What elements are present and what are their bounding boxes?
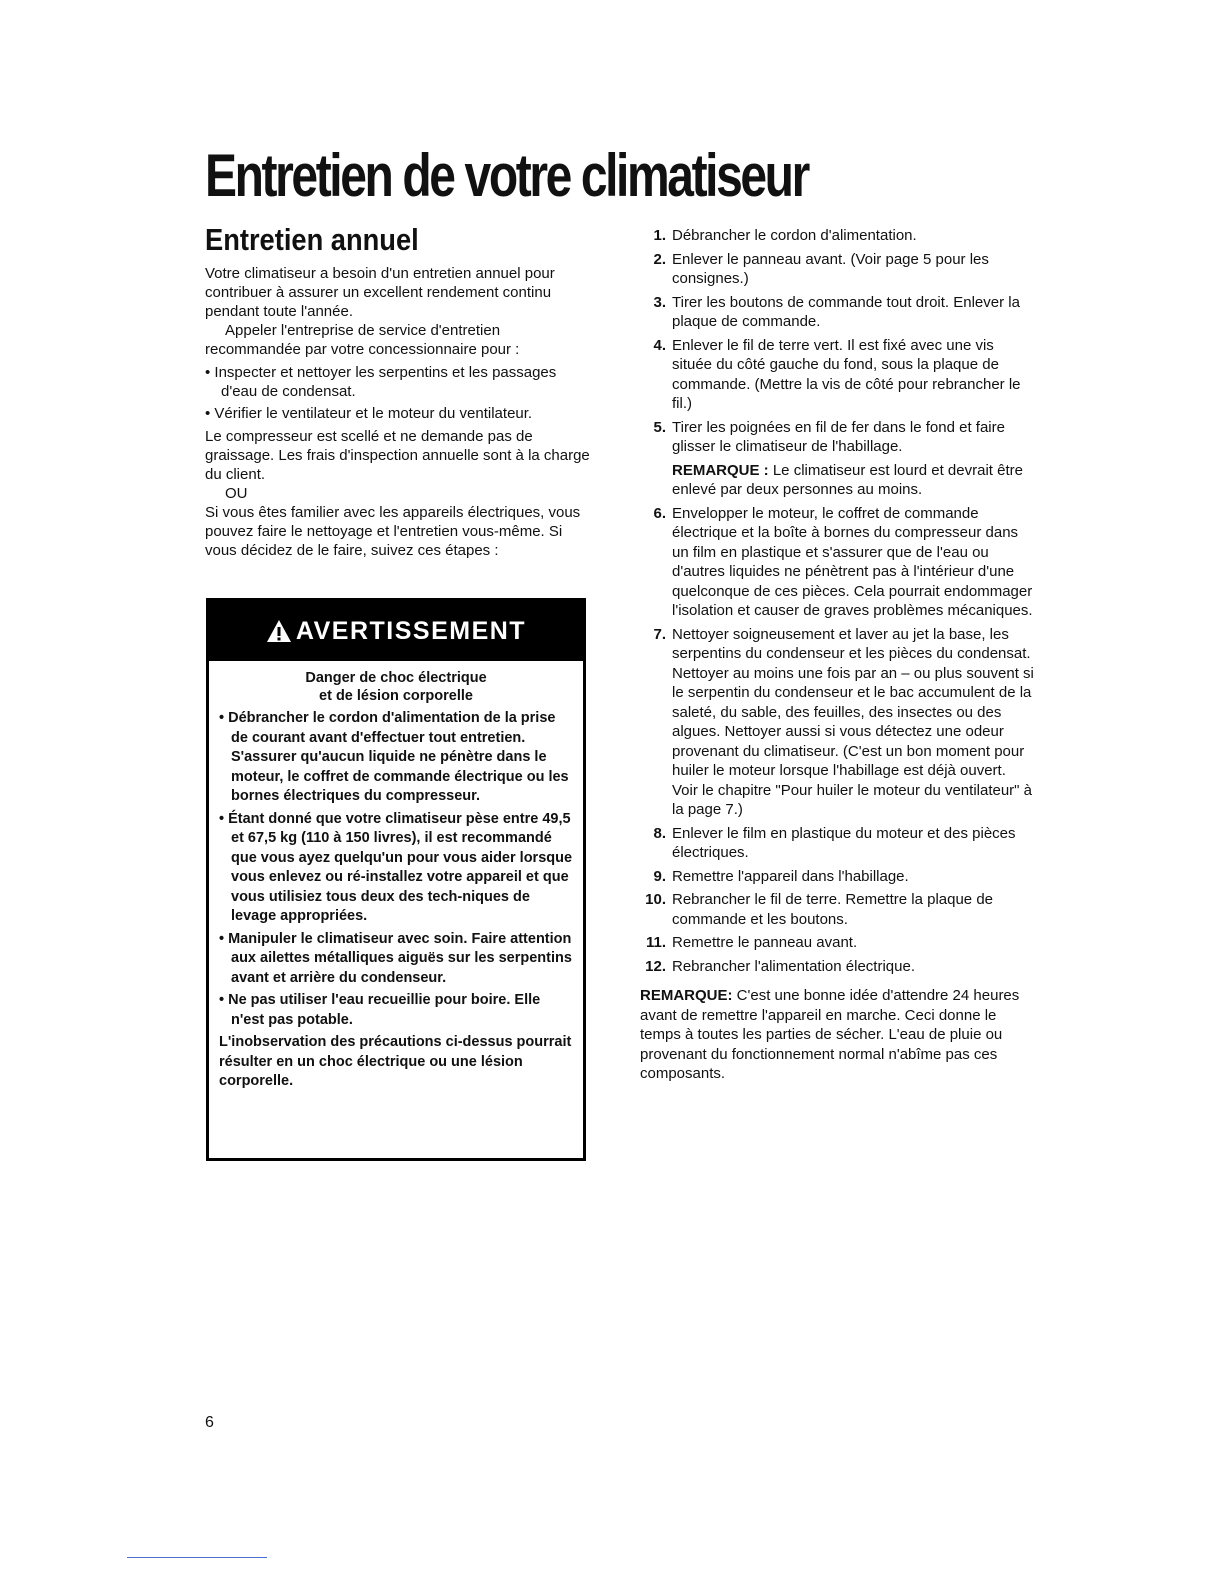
compressor-paragraph: Le compresseur est scellé et ne demande pas de graissage. Les frais d'inspection annuelle sont à la charge du client.: [205, 428, 590, 483]
note-text: C'est une bonne idée d'attendre 24 heures avant de remettre l'appareil en marche. Ceci donne le temps à toutes les parties de sécher. L'eau de pluie ou provenant du fonctionnement normal n'abîme pas ces composants.: [640, 987, 1020, 1082]
step-number: 12.: [645, 957, 666, 975]
steps-list: [640, 226, 1035, 976]
list-item: • Débrancher le cordon d'alimentation de la prise de courant avant d'effectuer tout entretien. S'assurer qu'aucun liquide ne pénètre dans le moteur, le coffret de commande électrique ou les bornes électriques du compresseur.: [219, 710, 569, 804]
step-text: Envelopper le moteur, le coffret de commande électrique et la boîte à bornes du compresseur dans un film en plastique et s'assurer que de l'eau ou d'autres liquides ne pénètrent pas à l'intérieur d'une quelconque de ces pièces. Cela pourrait endommager l'isolation et causer de graves problèmes mécaniques.: [672, 504, 1033, 619]
step-text: Tirer les boutons de commande tout droit. Enlever la plaque de commande.: [672, 293, 1020, 330]
list-item: [640, 890, 1035, 929]
right-column: [640, 226, 1035, 1084]
warning-box: [206, 598, 586, 1161]
step-number: 10.: [645, 891, 666, 908]
step-number: 1.: [653, 227, 666, 244]
warning-heading-line: Danger de choc électrique: [305, 670, 487, 686]
self-service-paragraph: Si vous êtes familier avec les appareils électriques, vous pouvez faire le nettoyage et l'entretien vous-même. Si vous décidez de le faire, suivez ces étapes :: [205, 504, 581, 559]
step-number: 11.: [645, 934, 666, 951]
list-item: • Ne pas utiliser l'eau recueillie pour boire. Elle n'est pas potable.: [219, 992, 541, 1028]
page-number: 6: [205, 1414, 214, 1431]
page-title: Entretien de votre climatiseur: [205, 142, 808, 209]
step-number: 5.: [653, 418, 666, 436]
footer-divider: [127, 1557, 267, 1558]
service-list: [205, 363, 595, 423]
step-number: 6.: [653, 504, 666, 522]
list-item: • Étant donné que votre climatiseur pèse entre 49,5 et 67,5 kg (110 à 150 livres), il est recommandé que vous ayez quelqu'un pour vous aider lorsque vous enlevez ou ré-installez votre appareil et que vous utilisiez tous deux des tech-niques de levage appropriées.: [219, 810, 573, 924]
step-text: Remettre l'appareil dans l'habillage.: [672, 867, 909, 885]
final-note: [640, 986, 1035, 1084]
step-text: Enlever le fil de terre vert. Il est fixé avec une vis située du côté gauche du fond, sous la plaque de commande. (Mettre la vis de côté pour rebrancher le fil.): [672, 336, 1021, 412]
left-column: [205, 222, 595, 560]
note-label: REMARQUE:: [640, 987, 733, 1004]
list-item: [640, 226, 1035, 246]
step-note: [672, 461, 1035, 500]
step-text: Remettre le panneau avant.: [672, 934, 858, 951]
list-item: [640, 957, 1035, 977]
step-number: 8.: [653, 824, 666, 842]
step-number: 2.: [653, 250, 666, 268]
list-item: [640, 867, 1035, 887]
intro-paragraph: Votre climatiseur a besoin d'un entretien annuel pour contribuer à assurer un excellent rendement continu pendant toute l'année.: [205, 265, 555, 320]
step-text: Enlever le panneau avant. (Voir page 5 pour les consignes.): [672, 250, 989, 287]
warning-conclusion: L'inobservation des précautions ci-dessus pourrait résulter en un choc électrique ou une lésion corporelle.: [219, 1034, 572, 1089]
or-separator: OU: [225, 485, 248, 502]
step-number: 3.: [653, 293, 666, 311]
warning-triangle-icon: [266, 619, 292, 643]
step-body: Tirer les poignées en fil de fer dans le fond et faire glisser le climatiseur de l'habillage.: [672, 418, 1005, 455]
step-text: Rebrancher le fil de terre. Remettre la plaque de commande et les boutons.: [672, 891, 994, 928]
list-item: [640, 336, 1035, 414]
section-title: Entretien annuel: [205, 222, 419, 257]
service-paragraph: Appeler l'entreprise de service d'entretien recommandée par votre concessionnaire pour :: [205, 322, 520, 358]
warning-body: [209, 661, 583, 1092]
step-text: [672, 418, 1035, 500]
step-text: Enlever le film en plastique du moteur et des pièces électriques.: [672, 824, 1016, 861]
note-text: Le climatiseur est lourd et devrait être enlevé par deux personnes au moins.: [672, 461, 1023, 498]
step-number: 4.: [653, 336, 666, 354]
list-item: [640, 418, 1035, 500]
list-item: • Vérifier le ventilateur et le moteur du ventilateur.: [205, 405, 533, 422]
list-item: [640, 293, 1035, 332]
warning-heading-line: et de lésion corporelle: [319, 688, 473, 704]
list-item: [640, 933, 1035, 953]
step-text: Débrancher le cordon d'alimentation.: [672, 227, 917, 244]
step-number: 9.: [653, 867, 666, 885]
step-text: Rebrancher l'alimentation électrique.: [672, 957, 915, 975]
list-item: [640, 250, 1035, 289]
list-item: [640, 824, 1035, 863]
list-item: [640, 504, 1035, 621]
warning-header: [209, 601, 583, 661]
warning-list: [219, 709, 573, 1030]
warning-label: AVERTISSEMENT: [295, 616, 527, 645]
step-number: 7.: [653, 625, 666, 643]
warning-heading: [219, 669, 573, 705]
list-item: [640, 625, 1035, 820]
list-item: • Inspecter et nettoyer les serpentins et les passages d'eau de condensat.: [205, 364, 557, 400]
step-text: Nettoyer soigneusement et laver au jet la base, les serpentins du condenseur et les pièces du condensat. Nettoyer au moins une fois par an – ou plus souvent si le serpentin du condenseur et le bac accumulent de la saleté, du sable, des feuilles, des insectes ou des algues. Nettoyer aussi si vous détectez une odeur provenant du climatiseur. (C'est un bon moment pour huiler le moteur lorsque l'habillage est déjà ouvert. Voir le chapitre "Pour huiler le moteur du ventilateur" à la page 7.): [672, 625, 1034, 818]
list-item: • Manipuler le climatiseur avec soin. Faire attention aux ailettes métalliques aiguës sur les serpentins avant et arrière du condenseur.: [219, 930, 572, 986]
note-label: REMARQUE :: [672, 461, 769, 479]
